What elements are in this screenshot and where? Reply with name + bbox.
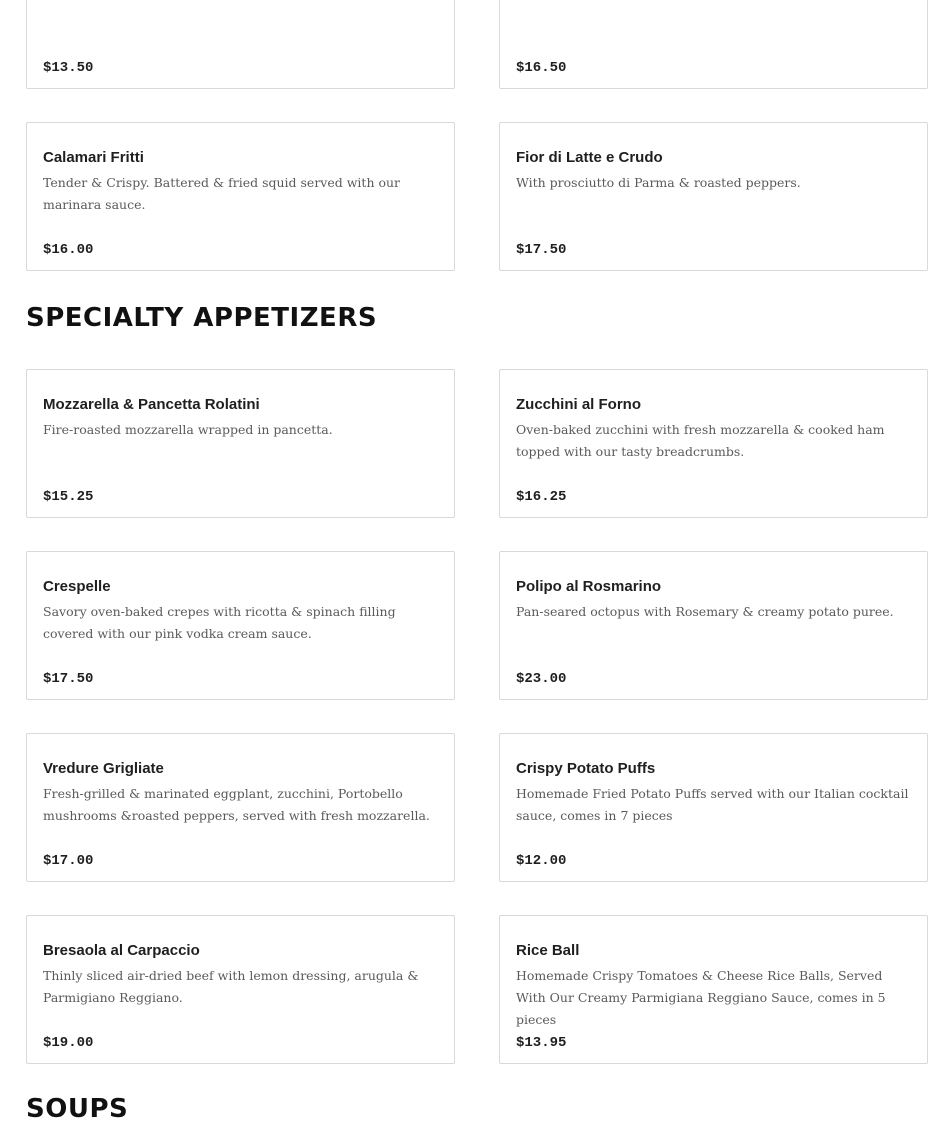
menu-item-price: $13.95 (516, 1035, 567, 1051)
menu-item-title: Crispy Potato Puffs (516, 760, 656, 777)
menu-item-price: $12.00 (516, 853, 567, 869)
menu-item-price: $17.50 (516, 242, 567, 258)
menu-item-card[interactable] (26, 551, 455, 700)
section-title-soups: SOUPS (26, 1094, 129, 1124)
menu-item-description: Pan-seared octopus with Rosemary & creamy potato puree. (516, 604, 894, 619)
menu-item-description: With prosciutto di Parma & roasted peppers. (516, 175, 801, 190)
menu-item-price: $17.50 (43, 671, 94, 687)
menu-item-card[interactable] (499, 369, 928, 518)
menu-item-title: Calamari Fritti (43, 149, 144, 166)
menu-item-description: Thinly sliced air-dried beef with lemon dressing, arugula & Parmigiano Reggiano. (43, 968, 419, 1005)
menu-item-price: $13.50 (43, 60, 94, 76)
menu-item-card[interactable] (499, 915, 928, 1064)
menu-item-price: $23.00 (516, 671, 567, 687)
menu-item-card[interactable] (26, 915, 455, 1064)
menu-item-description: Homemade Crispy Tomatoes & Cheese Rice Balls, Served With Our Creamy Parmigiana Reggiano Sauce, comes in 5 pieces (516, 968, 886, 1027)
menu-item-description: Fire-roasted mozzarella wrapped in pancetta. (43, 422, 333, 437)
menu-item-description: Homemade Fried Potato Puffs served with our Italian cocktail sauce, comes in 7 pieces (516, 786, 909, 823)
menu-item-card[interactable] (499, 733, 928, 882)
menu-item-price: $17.00 (43, 853, 94, 869)
menu-item-title: Fior di Latte e Crudo (516, 149, 663, 166)
menu-item-card[interactable] (26, 0, 455, 89)
specialty-section-header (0, 271, 950, 369)
menu-item-description: Oven-baked zucchini with fresh mozzarella & cooked ham topped with our tasty breadcrumbs. (516, 422, 885, 459)
menu-item-title: Zucchini al Forno (516, 396, 642, 413)
menu-item-title: Crespelle (43, 578, 111, 595)
top-items-grid (26, 0, 928, 271)
menu-item-card[interactable] (499, 122, 928, 271)
menu-item-card[interactable] (26, 369, 455, 518)
menu-item-price: $16.00 (43, 242, 94, 258)
menu-item-title: Mozzarella & Pancetta Rolatini (43, 396, 260, 413)
menu-item-description: Tender & Crispy. Battered & fried squid served with our marinara sauce. (43, 175, 401, 212)
specialty-items-grid (26, 369, 928, 1064)
menu-item-price: $19.00 (43, 1035, 94, 1051)
menu-item-title: Bresaola al Carpaccio (43, 942, 200, 959)
menu-item-price: $16.50 (516, 60, 567, 76)
menu-item-description: Savory oven-baked crepes with ricotta & spinach filling covered with our pink vodka cream sauce. (43, 604, 396, 641)
menu-item-price: $16.25 (516, 489, 567, 505)
section-title-specialty-appetizers: SPECIALTY APPETIZERS (26, 303, 378, 333)
soups-section-header (0, 1064, 950, 1124)
menu-item-card[interactable] (26, 733, 455, 882)
menu-item-description (516, 0, 911, 16)
menu-item-card[interactable] (26, 122, 455, 271)
menu-item-card[interactable] (499, 0, 928, 89)
menu-item-title: Vredure Grigliate (43, 760, 164, 777)
menu-item-price: $15.25 (43, 489, 94, 505)
menu-item-title: Rice Ball (516, 942, 580, 959)
menu-item-description: Fresh-grilled & marinated eggplant, zucchini, Portobello mushrooms &roasted peppers, served with fresh mozzarella. (43, 786, 430, 823)
menu-item-title: Polipo al Rosmarino (516, 578, 662, 595)
menu-item-card[interactable] (499, 551, 928, 700)
menu-item-description (43, 0, 438, 16)
